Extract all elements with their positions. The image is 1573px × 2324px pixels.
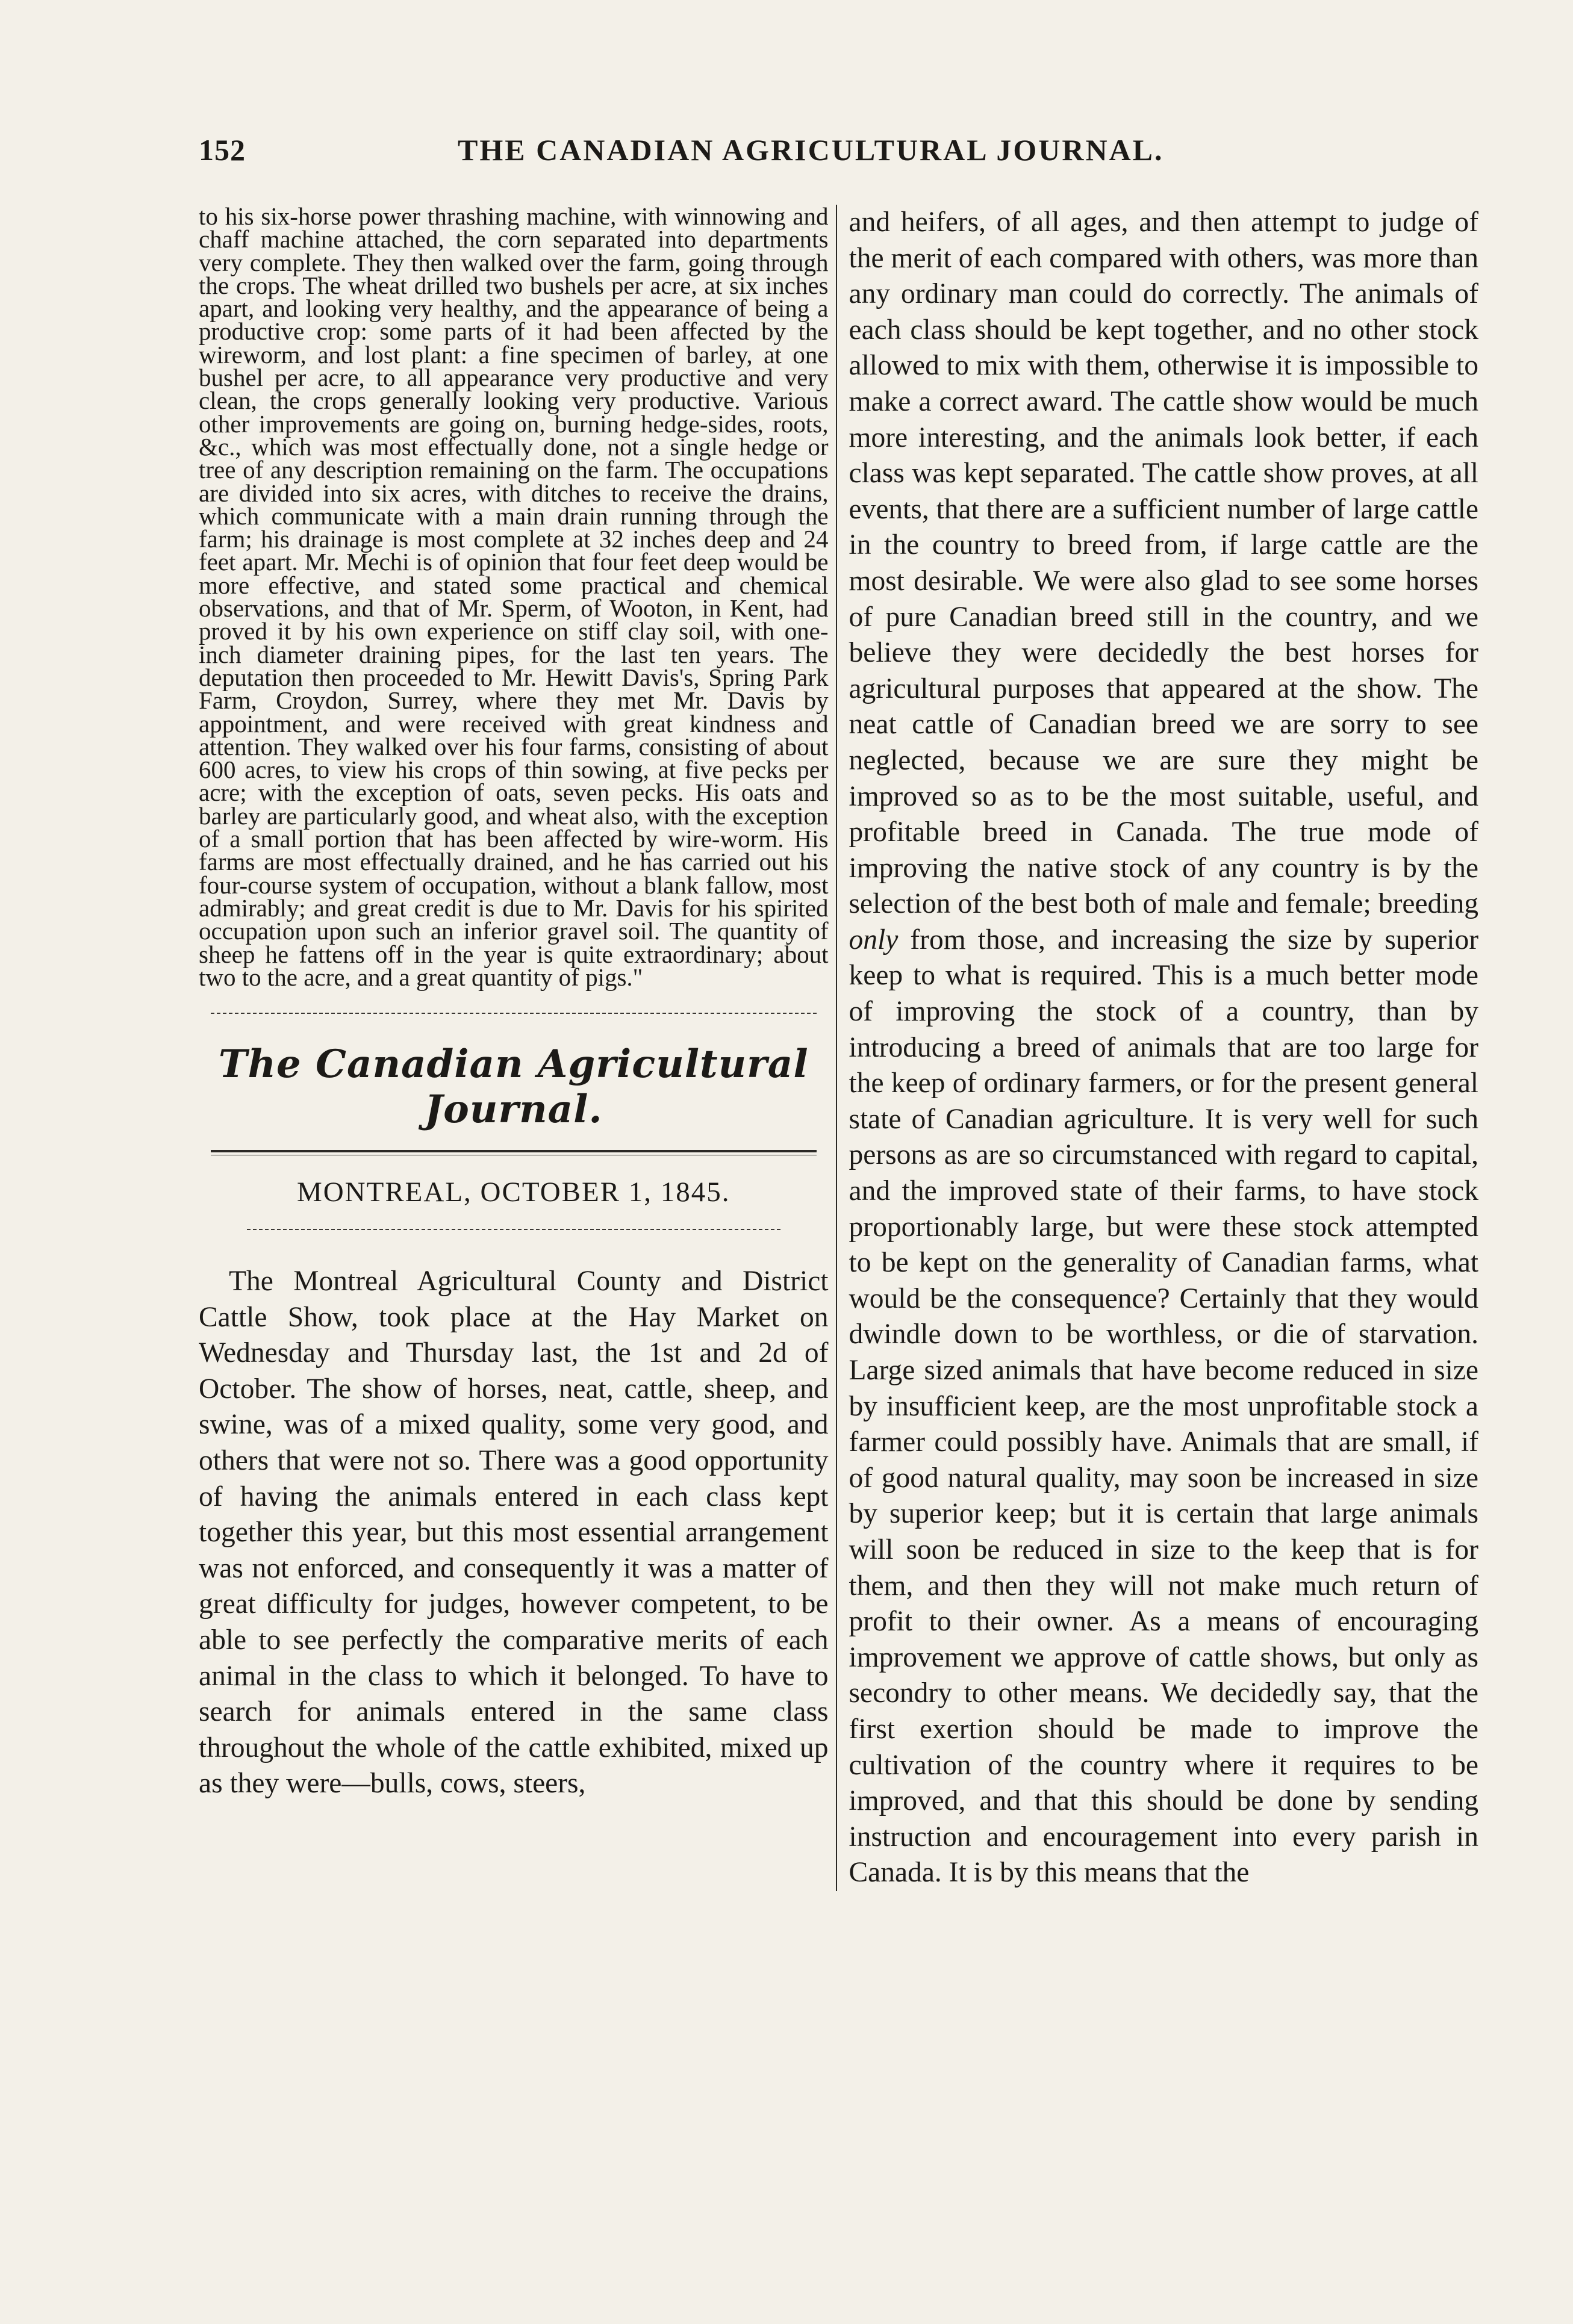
editorial-continuation: [849, 205, 1479, 1891]
page-number: 152: [199, 133, 246, 167]
left-column: [199, 202, 836, 1891]
dateline: MONTREAL, OCTOBER 1, 1845.: [296, 1176, 730, 1208]
running-title: THE CANADIAN AGRICULTURAL JOURNAL.: [458, 133, 1164, 167]
running-header: [199, 132, 1478, 181]
editorial-text-part2: from those, and increasing the size by superior keep to what is required. This is a much better mode of improving the stock of a country, than by introducing a breed of animals that are too large for the keep of ordinary farmers, or for the present general state of Canadian agriculture. It is very well for such persons as are so circumstanced with regard to capital, and the improved state of their farms, to have stock proportionably large, but were these stock attempted to be kept on the generality of Canadian farms, what would be the consequence? Certainly that they would dwindle down to be worthless, or die of starvation. Large sized animals that have become reduced in size by insufficient keep, are the most unprofitable stock a farmer could possibly have. Animals that are small, if of good natural quality, may soon be increased in size by superior keep; but it is certain that large animals will soon be reduced in size to the keep that is for them, and then they will not make much return of profit to their owner. As a means of encouraging improvement we approve of cattle shows, but only as secondry to other means. We decidedly say, that the first exertion should be made to improve the cultivation of the country where it requires to be improved, and that this should be done by sending instruction and encouragement into every parish in Canada. It is by this means that the: [849, 924, 1479, 1889]
journal-masthead: The Canadian Agricultural Journal.: [218, 1042, 809, 1132]
dateline-rule: [247, 1229, 780, 1234]
continued-quotation: to his six-horse power thrashing machine, with winnowing and chaff machine attached, the corn separated into departments very complete. They then walked over the farm, going through the crops. The wheat drilled two bushels per acre, at six inches apart, and looking very healthy, and the appearance of being a productive crop: some parts of it had been affected by the wireworm, and lost plant: a fine specimen of barley, at one bushel per acre, to all appearance very productive and very clean, the crops generally looking very productive. Various other improvements are going on, burning hedge-sides, roots, &c., which was most effectually done, not a single hedge or tree of any description remaining on the farm. The occupations are divided into six acres, with ditches to receive the drains, which communicate with a main drain running through the farm; his drainage is most complete at 32 inches deep and 24 feet apart. Mr. Mechi is of opinion that four feet deep would be more effective, and stated some practical and chemical observations, and that of Mr. Sperm, of Wooton, in Kent, had proved it by his own experience on stiff clay soil, with one-inch diameter draining pipes, for the last ten years. The deputation then proceeded to Mr. Hewitt Davis's, Spring Park Farm, Croydon, Surrey, where they met Mr. Davis by appointment, and were received with great kindness and attention. They walked over his four farms, consisting of about 600 acres, to view his crops of thin sowing, at five pecks per acre; with the exception of oats, seven pecks. His oats and barley are particularly good, and wheat also, with the exception of a small portion that has been affected by wire-worm. His farms are most effectually drained, and he has carried out his four-course system of occupation, without a blank fallow, most admirably; and great credit is due to Mr. Davis for his spirited occupation upon such an inferior gravel soil. The quantity of sheep he fattens off in the year is quite extraordinary; about two to the acre, and a great quantity of pigs.": [199, 202, 829, 991]
section-divider: [211, 1013, 817, 1019]
emphasized-word: only: [849, 924, 899, 955]
editorial-text-part1: and heifers, of all ages, and then attempt to judge of the merit of each compared with others, was more than any ordinary man could do correctly. The animals of each class should be kept together, and no other stock allowed to mix with them, otherwise it is impossible to make a correct award. The cattle show would be much more interesting, and the animals look better, if each class was kept separated. The cattle show proves, at all events, that there are a sufficient number of large cattle in the country to breed from, if large cattle are the most desirable. We were also glad to see some horses of pure Canadian breed still in the country, and we believe they were decidedly the best horses for agricultural purposes that appeared at the show. The neat cattle of Canadian breed we are sorry to see neglected, because we are sure they might be improved so as to be the most suitable, useful, and profitable breed in Canada. The true mode of improving the native stock of any country is by the selection of the best both of male and female; breeding: [849, 207, 1478, 920]
masthead-rule: [211, 1150, 817, 1155]
two-column-body: [199, 202, 1479, 1891]
right-column: [836, 205, 1479, 1891]
journal-page: [199, 132, 1478, 1891]
editorial-opening: The Montreal Agricultural County and District Cattle Show, took place at the Hay Market on Wednesday and Thursday last, the 1st and 2d of October. The show of horses, neat, cattle, sheep, and swine, was of a mixed quality, some very good, and others that were not so. There was a good opportunity of having the animals entered in each class kept together this year, but this most essential arrangement was not enforced, and consequently it was a matter of great difficulty for judges, however competent, to be able to see perfectly the comparative merits of each animal in the class to which it belonged. To have to search for animals entered in the same class throughout the whole of the cattle exhibited, mixed up as they were—bulls, cows, steers,: [199, 1266, 829, 1800]
